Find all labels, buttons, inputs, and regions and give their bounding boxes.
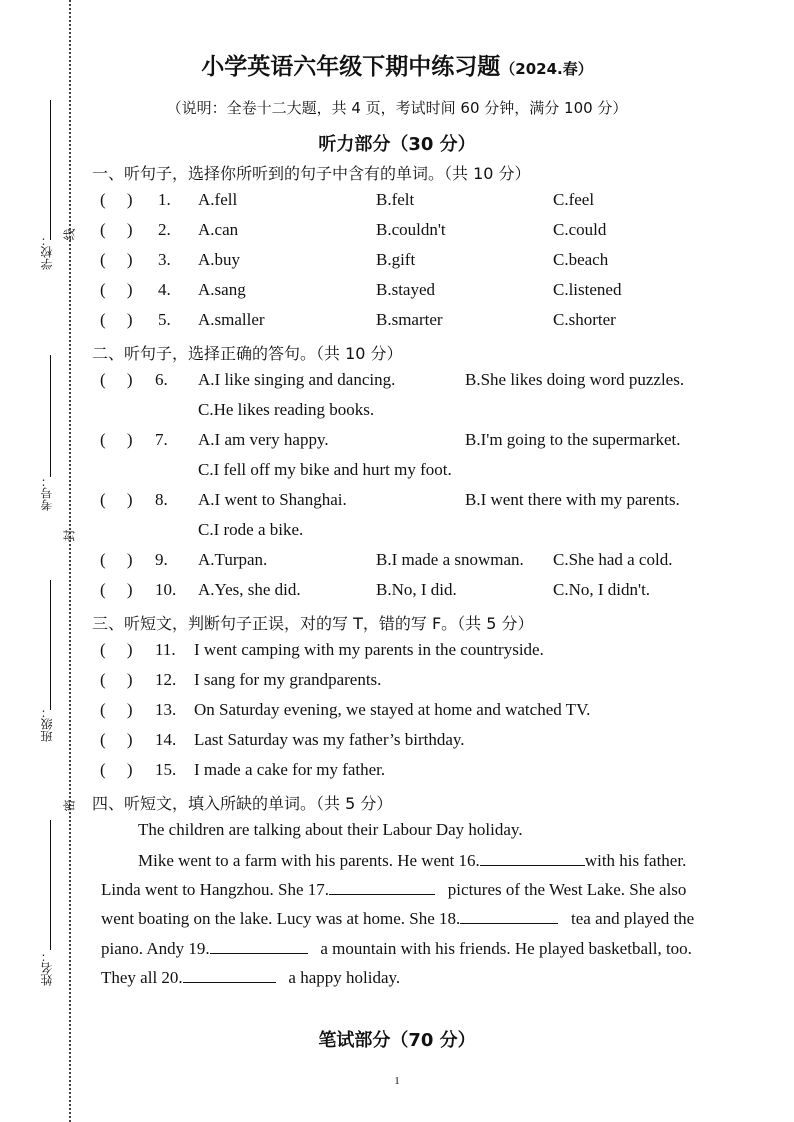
option-a: A.sang (198, 280, 246, 299)
option-a: A.buy (198, 250, 241, 269)
option-a: A.I like singing and dancing. (198, 370, 396, 389)
blank-16[interactable] (480, 849, 585, 866)
blank-20[interactable] (183, 966, 276, 983)
passage-text: a mountain with his friends. He played basketball, too. (320, 939, 692, 958)
option-c: C.I fell off my bike and hurt my foot. (198, 460, 452, 479)
answer-bracket[interactable]: ( ) (100, 310, 133, 329)
passage-intro: The children are talking about their Labour Day holiday. (138, 820, 523, 839)
answer-bracket[interactable]: ( ) (100, 190, 133, 209)
question-number: 5. (158, 310, 171, 329)
option-c: C.listened (553, 280, 622, 299)
passage-line (101, 966, 400, 988)
writing-part-title: 笔试部分（70 分） (318, 1030, 476, 1051)
question-number: 6. (155, 370, 168, 389)
school-blank-line[interactable] (50, 100, 51, 240)
passage-line (101, 907, 694, 929)
question-number: 8. (155, 490, 168, 509)
section3-heading: 三、听短文，判断句子正误，对的写 T，错的写 F。（共 5 分） (92, 614, 534, 633)
blank-17[interactable] (329, 878, 435, 895)
answer-bracket[interactable]: ( ) (100, 700, 133, 719)
passage-text: a happy holiday. (288, 968, 401, 987)
passage-text: piano. Andy 19. (101, 939, 210, 958)
title-text: 小学英语六年级下期中练习题 (201, 54, 501, 80)
question-number: 12. (155, 670, 177, 689)
option-c: C.could (553, 220, 607, 239)
option-b: B.I'm going to the supermarket. (465, 430, 681, 449)
option-c: C.No, I didn't. (553, 580, 651, 599)
question-number: 14. (155, 730, 177, 749)
option-c: C.He likes reading books. (198, 400, 375, 419)
section1-heading: 一、听句子，选择你所听到的句子中含有的单词。（共 10 分） (92, 164, 531, 183)
seal-char-secret: 密 (62, 799, 77, 812)
page-title (0, 48, 794, 81)
answer-bracket[interactable]: ( ) (100, 250, 133, 269)
option-a: A.Turpan. (198, 550, 268, 569)
answer-bracket[interactable]: ( ) (100, 280, 133, 299)
question-number: 10. (155, 580, 177, 599)
answer-bracket[interactable]: ( ) (100, 730, 133, 749)
option-a: A.Yes, she did. (198, 580, 301, 599)
name-label: 姓名： (40, 950, 54, 986)
passage-text: went boating on the lake. Lucy was at home. She 18. (101, 909, 461, 928)
answer-bracket[interactable]: ( ) (100, 550, 133, 569)
question-number: 1. (158, 190, 171, 209)
exam-no-blank-line[interactable] (50, 355, 51, 477)
option-b: B.smarter (376, 310, 443, 329)
option-a: A.fell (198, 190, 238, 209)
question-number: 15. (155, 760, 177, 779)
option-b: B.couldn't (376, 220, 446, 239)
option-b: B.stayed (376, 280, 436, 299)
seal-char-line: 线 (62, 228, 77, 241)
title-year: （2024.春） (500, 60, 593, 78)
statement-text: I went camping with my parents in the countryside. (194, 640, 544, 659)
option-b: B.She likes doing word puzzles. (465, 370, 685, 389)
question-number: 4. (158, 280, 171, 299)
question-number: 9. (155, 550, 168, 569)
passage-text: with his father. (584, 851, 687, 870)
statement-text: Last Saturday was my father’s birthday. (194, 730, 465, 749)
passage-line (101, 878, 686, 900)
answer-bracket[interactable]: ( ) (100, 760, 133, 779)
answer-bracket[interactable]: ( ) (100, 430, 133, 449)
answer-bracket[interactable]: ( ) (100, 370, 133, 389)
seal-char-seal: 封 (62, 529, 77, 542)
passage-line (138, 849, 686, 871)
passage-text: Mike went to a farm with his parents. He went 16. (138, 851, 480, 870)
question-number: 7. (155, 430, 168, 449)
option-a: A.I went to Shanghai. (198, 490, 347, 509)
passage-text: They all 20. (101, 968, 183, 987)
answer-bracket[interactable]: ( ) (100, 640, 133, 659)
answer-bracket[interactable]: ( ) (100, 490, 133, 509)
answer-bracket[interactable]: ( ) (100, 670, 133, 689)
question-number: 11. (155, 640, 176, 659)
option-b: B.gift (376, 250, 416, 269)
section4-heading: 四、听短文，填入所缺的单词。（共 5 分） (92, 794, 393, 813)
listening-part-title: 听力部分（30 分） (318, 134, 476, 155)
option-a: A.I am very happy. (198, 430, 329, 449)
option-c: C.feel (553, 190, 595, 209)
option-c: C.beach (553, 250, 609, 269)
passage-line (101, 937, 692, 959)
answer-bracket[interactable]: ( ) (100, 580, 133, 599)
option-c: C.I rode a bike. (198, 520, 304, 539)
instructions: （说明：全卷十二大题，共 4 页，考试时间 60 分钟，满分 100 分） (166, 99, 628, 117)
statement-text: I sang for my grandparents. (194, 670, 382, 689)
class-blank-line[interactable] (50, 580, 51, 710)
class-label: 班级： (40, 706, 54, 742)
option-b: B.felt (376, 190, 415, 209)
question-number: 3. (158, 250, 171, 269)
question-number: 2. (158, 220, 171, 239)
binding-dotted-line (69, 0, 71, 1122)
blank-18[interactable] (460, 907, 558, 924)
option-b: B.I made a snowman. (376, 550, 524, 569)
school-label: 学校： (40, 234, 54, 270)
exam-no-label: 考号： (40, 475, 54, 511)
question-number: 13. (155, 700, 177, 719)
statement-text: I made a cake for my father. (194, 760, 386, 779)
blank-19[interactable] (210, 937, 308, 954)
statement-text: On Saturday evening, we stayed at home and watched TV. (194, 700, 591, 719)
section2-heading: 二、听句子，选择正确的答句。（共 10 分） (92, 344, 403, 363)
option-b: B.No, I did. (376, 580, 457, 599)
passage-text: tea and played the (571, 909, 695, 928)
option-a: A.smaller (198, 310, 265, 329)
name-blank-line[interactable] (50, 820, 51, 950)
option-c: C.She had a cold. (553, 550, 673, 569)
passage-text: pictures of the West Lake. She also (447, 880, 687, 899)
option-a: A.can (198, 220, 239, 239)
passage-text: Linda went to Hangzhou. She 17. (101, 880, 330, 899)
option-b: B.I went there with my parents. (465, 490, 680, 509)
option-c: C.shorter (553, 310, 616, 329)
answer-bracket[interactable]: ( ) (100, 220, 133, 239)
page-number: 1 (394, 1075, 400, 1087)
